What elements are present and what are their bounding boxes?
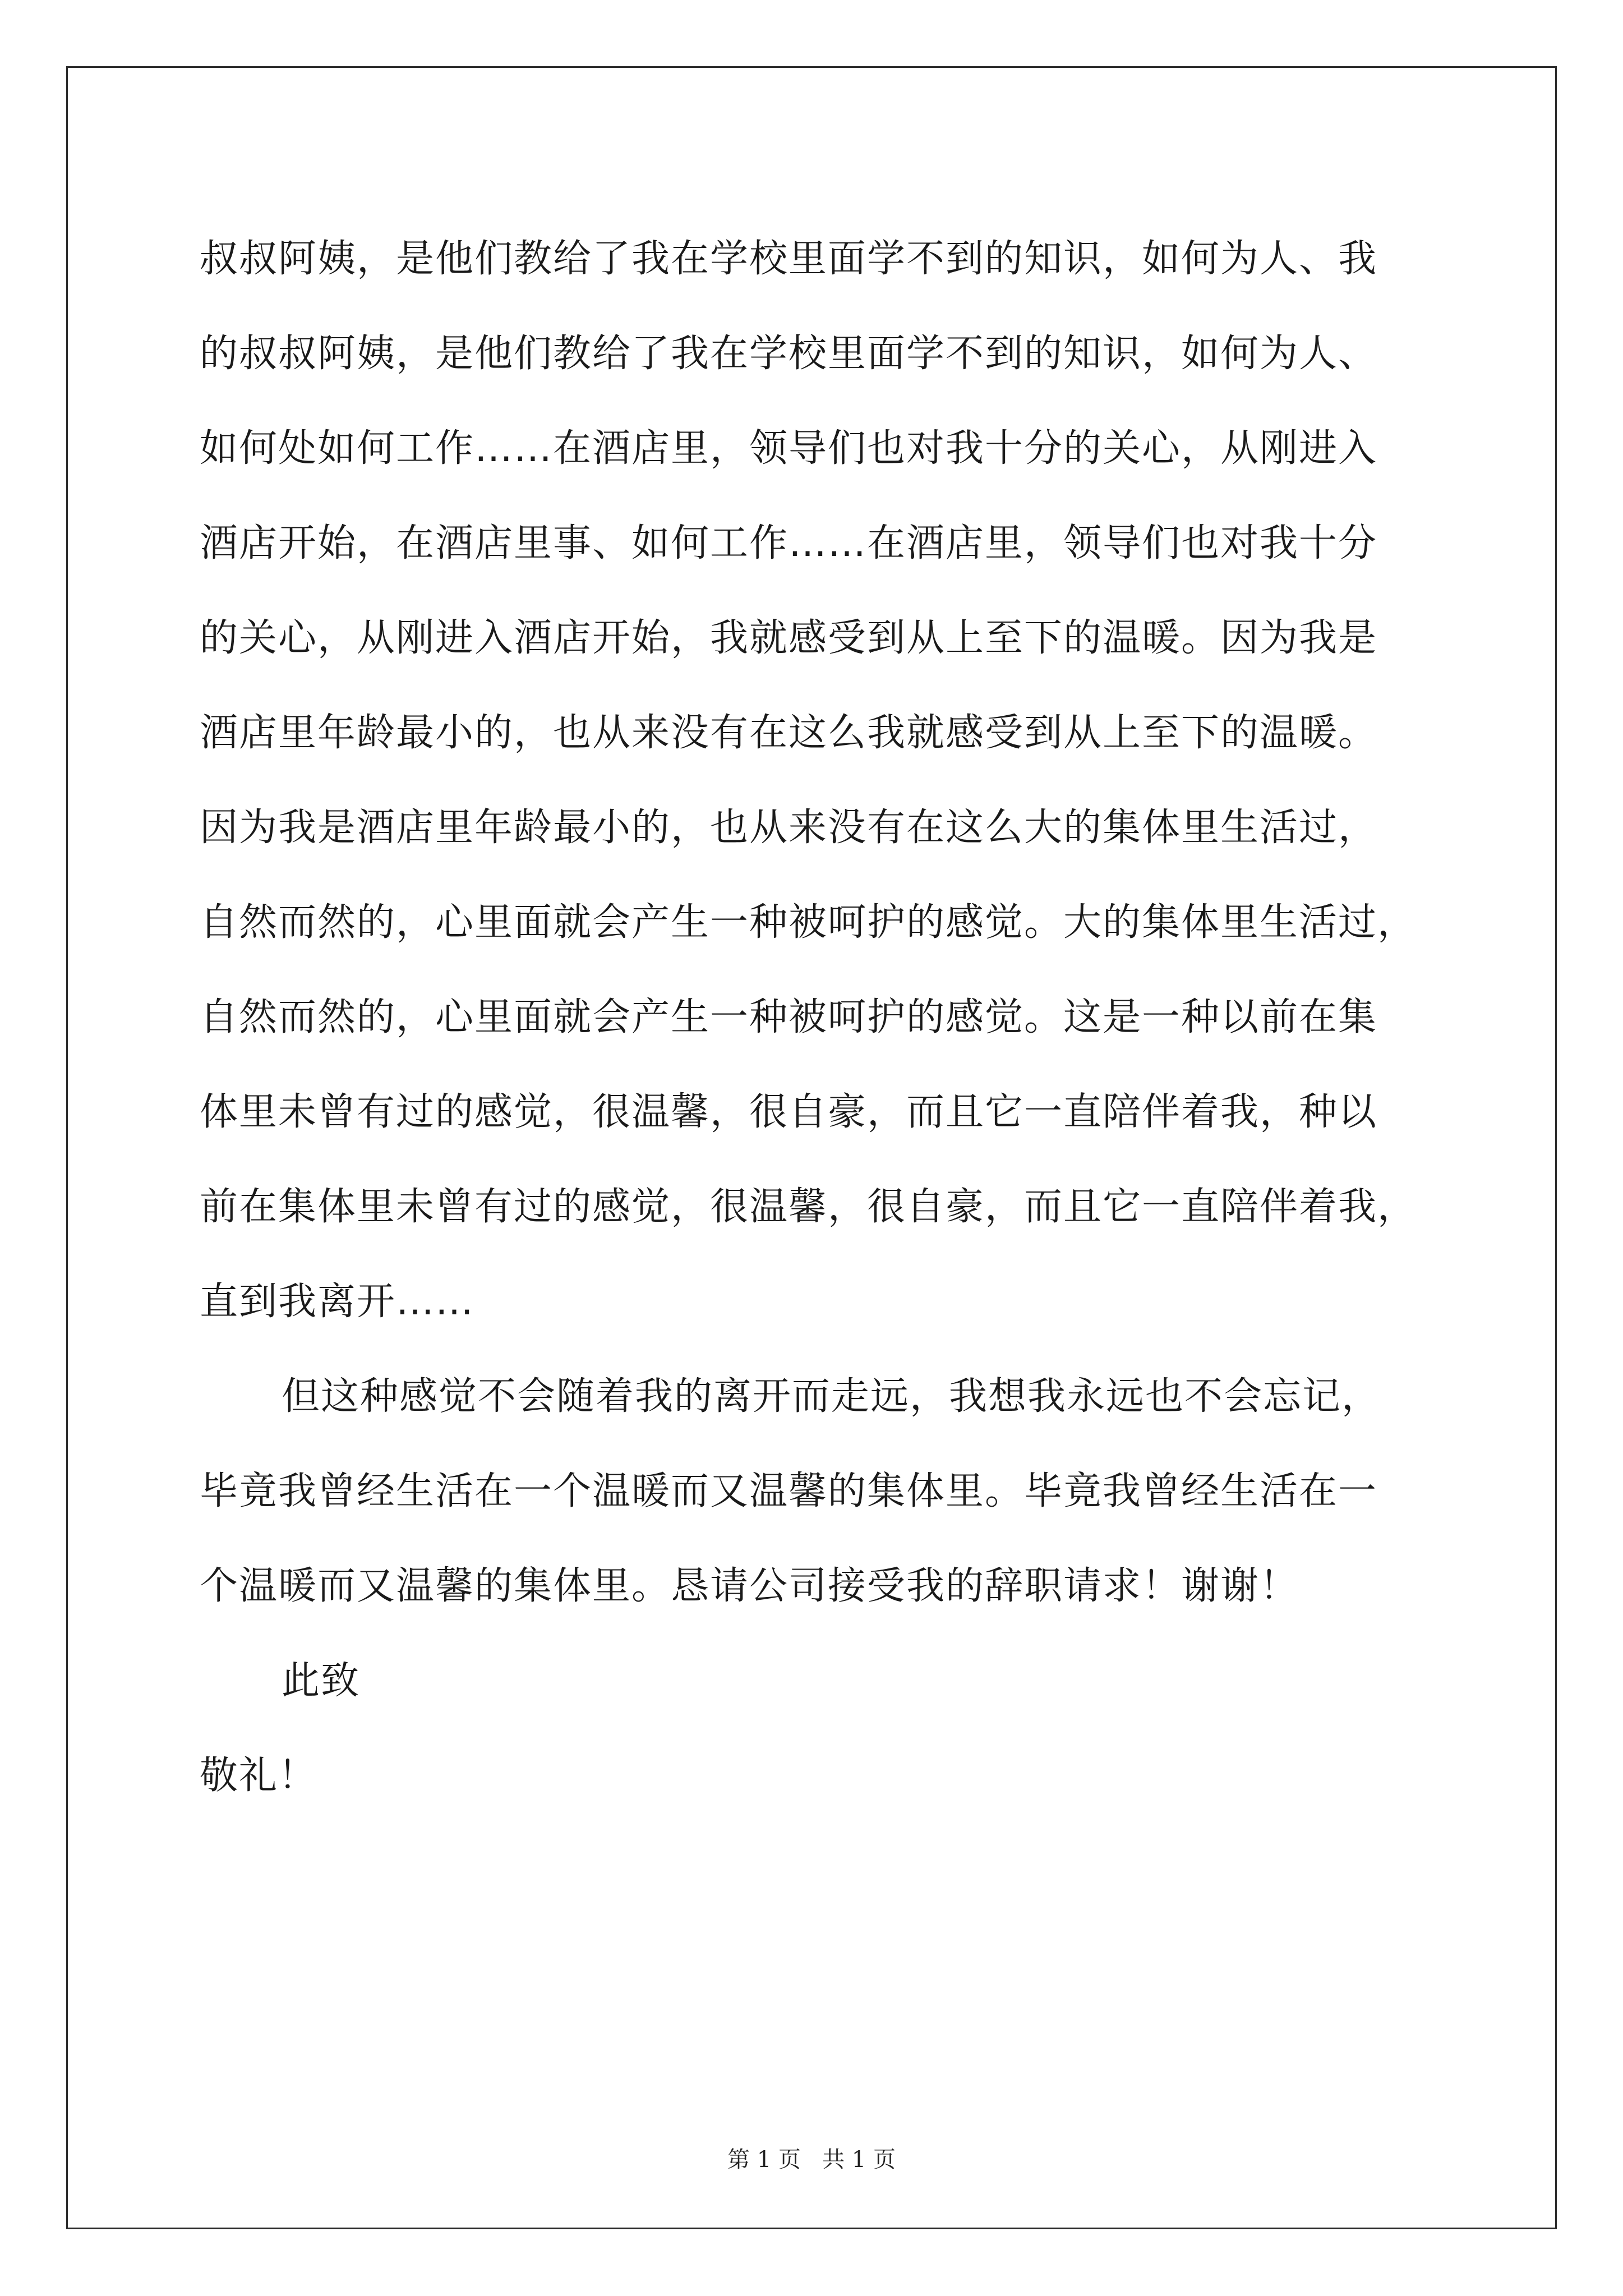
page-footer: 第 1 页 共 1 页 xyxy=(727,2147,896,2173)
text-line: 自然而然的，心里面就会产生一种被呵护的感觉。这是一种以前在集 xyxy=(200,995,1378,1039)
text-line: 酒店开始，在酒店里事、如何工作……在酒店里，领导们也对我十分 xyxy=(200,521,1378,565)
text-line: 的叔叔阿姨，是他们教给了我在学校里面学不到的知识，如何为人、 xyxy=(200,332,1378,376)
text-line: 个温暖而又温馨的集体里。恳请公司接受我的辞职请求！谢谢！ xyxy=(200,1564,1299,1608)
text-line: 自然而然的，心里面就会产生一种被呵护的感觉。大的集体里生活过， xyxy=(200,900,1417,945)
text-line: 此致 xyxy=(282,1659,361,1703)
text-line: 的关心，从刚进入酒店开始，我就感受到从上至下的温暖。因为我是 xyxy=(200,616,1378,660)
text-line: 叔叔阿姨，是他们教给了我在学校里面学不到的知识，如何为人、我 xyxy=(200,237,1378,281)
text-line: 直到我离开…… xyxy=(200,1280,475,1324)
text-line: 如何处如何工作……在酒店里，领导们也对我十分的关心，从刚进入 xyxy=(200,426,1378,471)
text-line: 因为我是酒店里年龄最小的，也从来没有在这么大的集体里生活过， xyxy=(200,806,1378,850)
text-line: 毕竟我曾经生活在一个温暖而又温馨的集体里。毕竟我曾经生活在一 xyxy=(200,1469,1378,1513)
letter-body xyxy=(200,211,1461,1823)
text-line: 敬礼！ xyxy=(200,1754,318,1798)
text-line: 酒店里年龄最小的，也从来没有在这么我就感受到从上至下的温暖。 xyxy=(200,711,1378,755)
text-line: 体里未曾有过的感觉，很温馨，很自豪，而且它一直陪伴着我，种以 xyxy=(200,1090,1378,1134)
text-line: 前在集体里未曾有过的感觉，很温馨，很自豪，而且它一直陪伴着我， xyxy=(200,1185,1417,1229)
text-line: 但这种感觉不会随着我的离开而走远，我想我永远也不会忘记， xyxy=(282,1374,1381,1419)
